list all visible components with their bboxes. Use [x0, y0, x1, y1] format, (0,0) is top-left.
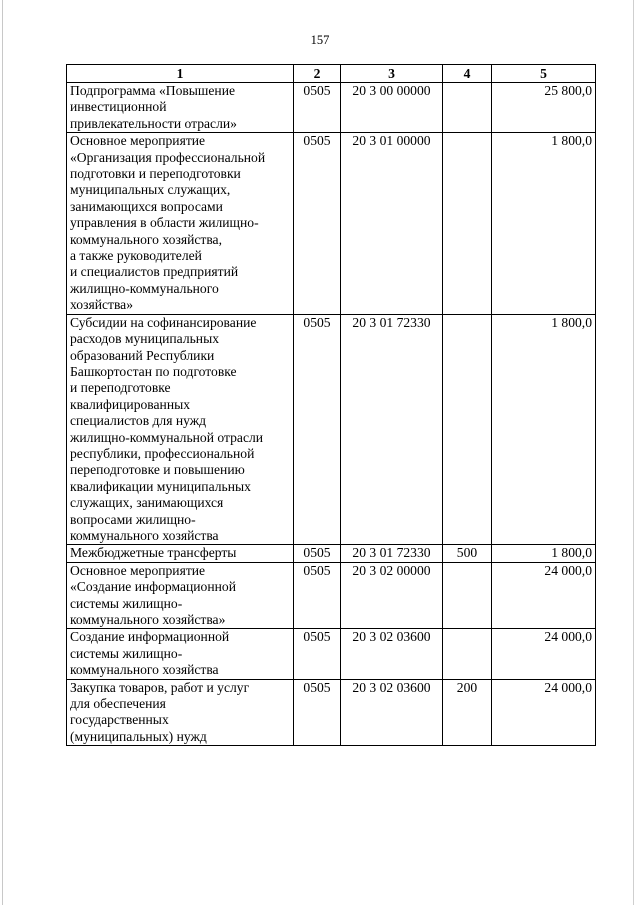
row-name-cell: Подпрограмма «Повышение инвестиционной привлекательности отрасли»: [67, 83, 294, 133]
row-type-cell: [443, 629, 492, 679]
row-amount-cell: 1 800,0: [492, 133, 596, 314]
budget-table: [66, 64, 596, 746]
row-target-cell: 20 3 02 03600: [341, 629, 443, 679]
row-amount-cell: 1 800,0: [492, 314, 596, 545]
row-amount-cell: 24 000,0: [492, 679, 596, 746]
table-row: [67, 83, 596, 133]
row-section-cell: 0505: [294, 314, 341, 545]
row-amount-cell: 24 000,0: [492, 562, 596, 629]
row-name-cell: Основное мероприятие «Создание информационной системы жилищно- коммунального хозяйства»: [67, 562, 294, 629]
row-type-cell: 500: [443, 545, 492, 562]
table-row: [67, 133, 596, 314]
table-row: [67, 629, 596, 679]
row-section-cell: 0505: [294, 679, 341, 746]
row-target-cell: 20 3 00 00000: [341, 83, 443, 133]
scan-edge-left: [2, 0, 3, 905]
row-section-cell: 0505: [294, 545, 341, 562]
row-amount-cell: 24 000,0: [492, 629, 596, 679]
table-body: [67, 83, 596, 746]
row-name-cell: Закупка товаров, работ и услуг для обеспечения государственных (муниципальных) нужд: [67, 679, 294, 746]
row-type-cell: 200: [443, 679, 492, 746]
row-target-cell: 20 3 01 00000: [341, 133, 443, 314]
row-section-cell: 0505: [294, 133, 341, 314]
row-type-cell: [443, 314, 492, 545]
row-section-cell: 0505: [294, 629, 341, 679]
table-row: [67, 545, 596, 562]
row-name-cell: Межбюджетные трансферты: [67, 545, 294, 562]
row-target-cell: 20 3 01 72330: [341, 314, 443, 545]
row-target-cell: 20 3 01 72330: [341, 545, 443, 562]
column-header-2: 2: [294, 65, 341, 83]
scan-edge-right: [633, 0, 634, 905]
row-section-cell: 0505: [294, 83, 341, 133]
column-header-1: 1: [67, 65, 294, 83]
row-target-cell: 20 3 02 00000: [341, 562, 443, 629]
table-row: [67, 562, 596, 629]
page-number: 157: [310, 33, 330, 47]
column-header-5: 5: [492, 65, 596, 83]
row-type-cell: [443, 562, 492, 629]
row-amount-cell: 1 800,0: [492, 545, 596, 562]
row-type-cell: [443, 133, 492, 314]
row-name-cell: Создание информационной системы жилищно- коммунального хозяйства: [67, 629, 294, 679]
table-header: [67, 65, 596, 83]
row-target-cell: 20 3 02 03600: [341, 679, 443, 746]
table-row: [67, 679, 596, 746]
row-name-cell: Субсидии на софинансирование расходов муниципальных образований Республики Башкортостан по подготовке и переподготовке квалифицированных специалистов для нужд жилищно-коммунальной отрасли республики, профессиональной переподготовке и повышению квалификации муниципальных служащих, занимающихся вопросами жилищно- коммунального хозяйства: [67, 314, 294, 545]
table-row: [67, 314, 596, 545]
column-header-3: 3: [341, 65, 443, 83]
row-amount-cell: 25 800,0: [492, 83, 596, 133]
row-section-cell: 0505: [294, 562, 341, 629]
row-type-cell: [443, 83, 492, 133]
row-name-cell: Основное мероприятие «Организация профессиональной подготовки и переподготовки муниципальных служащих, занимающихся вопросами управления в области жилищно- коммунального хозяйства, а также руководителей и специалистов предприятий жилищно-коммунального хозяйства»: [67, 133, 294, 314]
header-row: [67, 65, 596, 83]
column-header-4: 4: [443, 65, 492, 83]
